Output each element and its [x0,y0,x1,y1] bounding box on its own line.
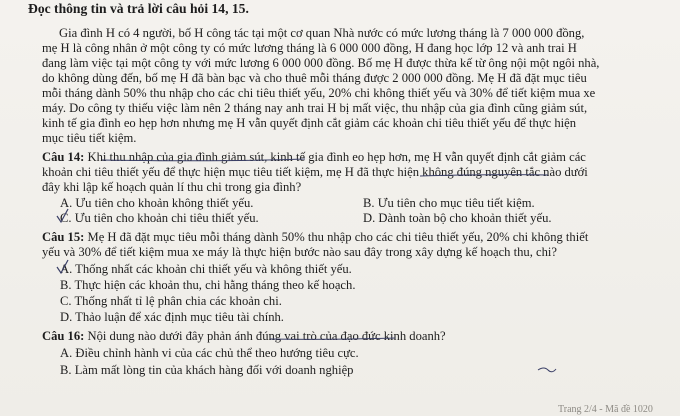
question-15-stem-2: yếu và 30% để tiết kiệm mua xe máy là thực hiện bước nào sau đây trong xây dựng kế hoạch thu, chi? [42,245,557,259]
passage-line-6: máy. Do công ty thiếu việc làm nên 2 tháng nay anh trai H bị mất việc, thu nhập của gia đình cũng giảm sút, [42,101,588,115]
question-16-stem [42,329,446,343]
passage-line-7: kinh tế gia đình eo hẹp hơn nhưng mẹ H vẫn quyết định cắt giảm các khoản chi tiêu thiết yếu để thực hiện [42,116,577,130]
question-15-label: Câu 15: [42,230,85,244]
question-14-option-a[interactable]: A. Ưu tiên cho khoản không thiết yếu. [60,196,254,210]
passage-line-5: mỗi tháng dành 50% thu nhập cho các chi tiêu thiết yếu, 20% chi không thiết yếu và 30% để tiết kiệm mua xe [42,86,596,100]
question-14-text: Khi thu nhập của gia đình giảm sút, kinh tế gia đình eo hẹp hơn, mẹ H vẫn quyết định cắt giảm các [84,150,586,164]
passage-line-1: Gia đình H có 4 người, bố H công tác tại một cơ quan Nhà nước có mức lương tháng là 7 000 000 đồng, [59,26,585,40]
question-15-stem-1 [42,230,588,244]
question-15-text: Mẹ H đã đặt mục tiêu mỗi tháng dành 50% thu nhập cho các chi tiêu thiết yếu, 20% chi không thiết [84,230,589,244]
question-14-stem-2: khoản chi tiêu thiết yếu để thực hiện mục tiêu tiết kiệm, mẹ H đã thực hiện không đúng nguyên tắc nào dưới [42,165,588,179]
question-16-option-a[interactable]: A. Điều chỉnh hành vi của các chủ thể theo hướng tiêu cực. [60,346,359,360]
section-instruction: Đọc thông tin và trả lời câu hỏi 14, 15. [28,1,249,16]
passage-line-8: mục tiêu tiết kiệm. [42,131,137,145]
question-14-stem-3: đây khi lập kế hoạch quản lí thu chi trong gia đình? [42,180,302,194]
question-16-text: Nội dung nào dưới đây phản ánh đúng vai trò của đạo đức kinh doanh? [84,329,446,343]
question-14-option-b[interactable]: B. Ưu tiên cho mục tiêu tiết kiệm. [363,196,535,210]
question-15-option-a[interactable]: A. Thống nhất các khoản chi thiết yếu và không thiết yếu. [60,262,352,276]
page-footer: Trang 2/4 - Mã đề 1020 [558,404,653,415]
passage-line-2: mẹ H là công nhân ở một công ty có mức lương tháng là 6 000 000 đồng, H đang học lớp 12 và anh trai H [42,41,577,55]
question-14-stem-1 [42,150,586,164]
pen-scribble-mark [538,368,556,372]
passage-line-4: do không dùng đến, bố mẹ H đã bàn bạc và cho thuê mỗi tháng được 2 000 000 đồng. Mẹ H đã đặt mục tiêu [42,71,587,85]
question-15-option-c[interactable]: C. Thống nhất tỉ lệ phân chia các khoản chi. [60,294,282,308]
question-16-option-b[interactable]: B. Làm mất lòng tin của khách hàng đối với doanh nghiệp [60,363,354,377]
question-15-option-d[interactable]: D. Thảo luận để xác định mục tiêu tài chính. [60,310,284,324]
question-16-label: Câu 16: [42,329,85,343]
question-14-option-c[interactable]: C. Ưu tiên cho khoản chi tiêu thiết yếu. [60,211,259,225]
question-15-option-b[interactable]: B. Thực hiện các khoản thu, chi hằng tháng theo kế hoạch. [60,278,356,292]
question-14-option-d[interactable]: D. Dành toàn bộ cho khoản thiết yếu. [363,211,552,225]
passage-line-3: đang làm việc tại một công ty với mức lương 6 000 000 đồng. Bố mẹ H được thừa kế từ ông nội một ngôi nhà, [42,56,600,70]
question-14-label: Câu 14: [42,150,85,164]
